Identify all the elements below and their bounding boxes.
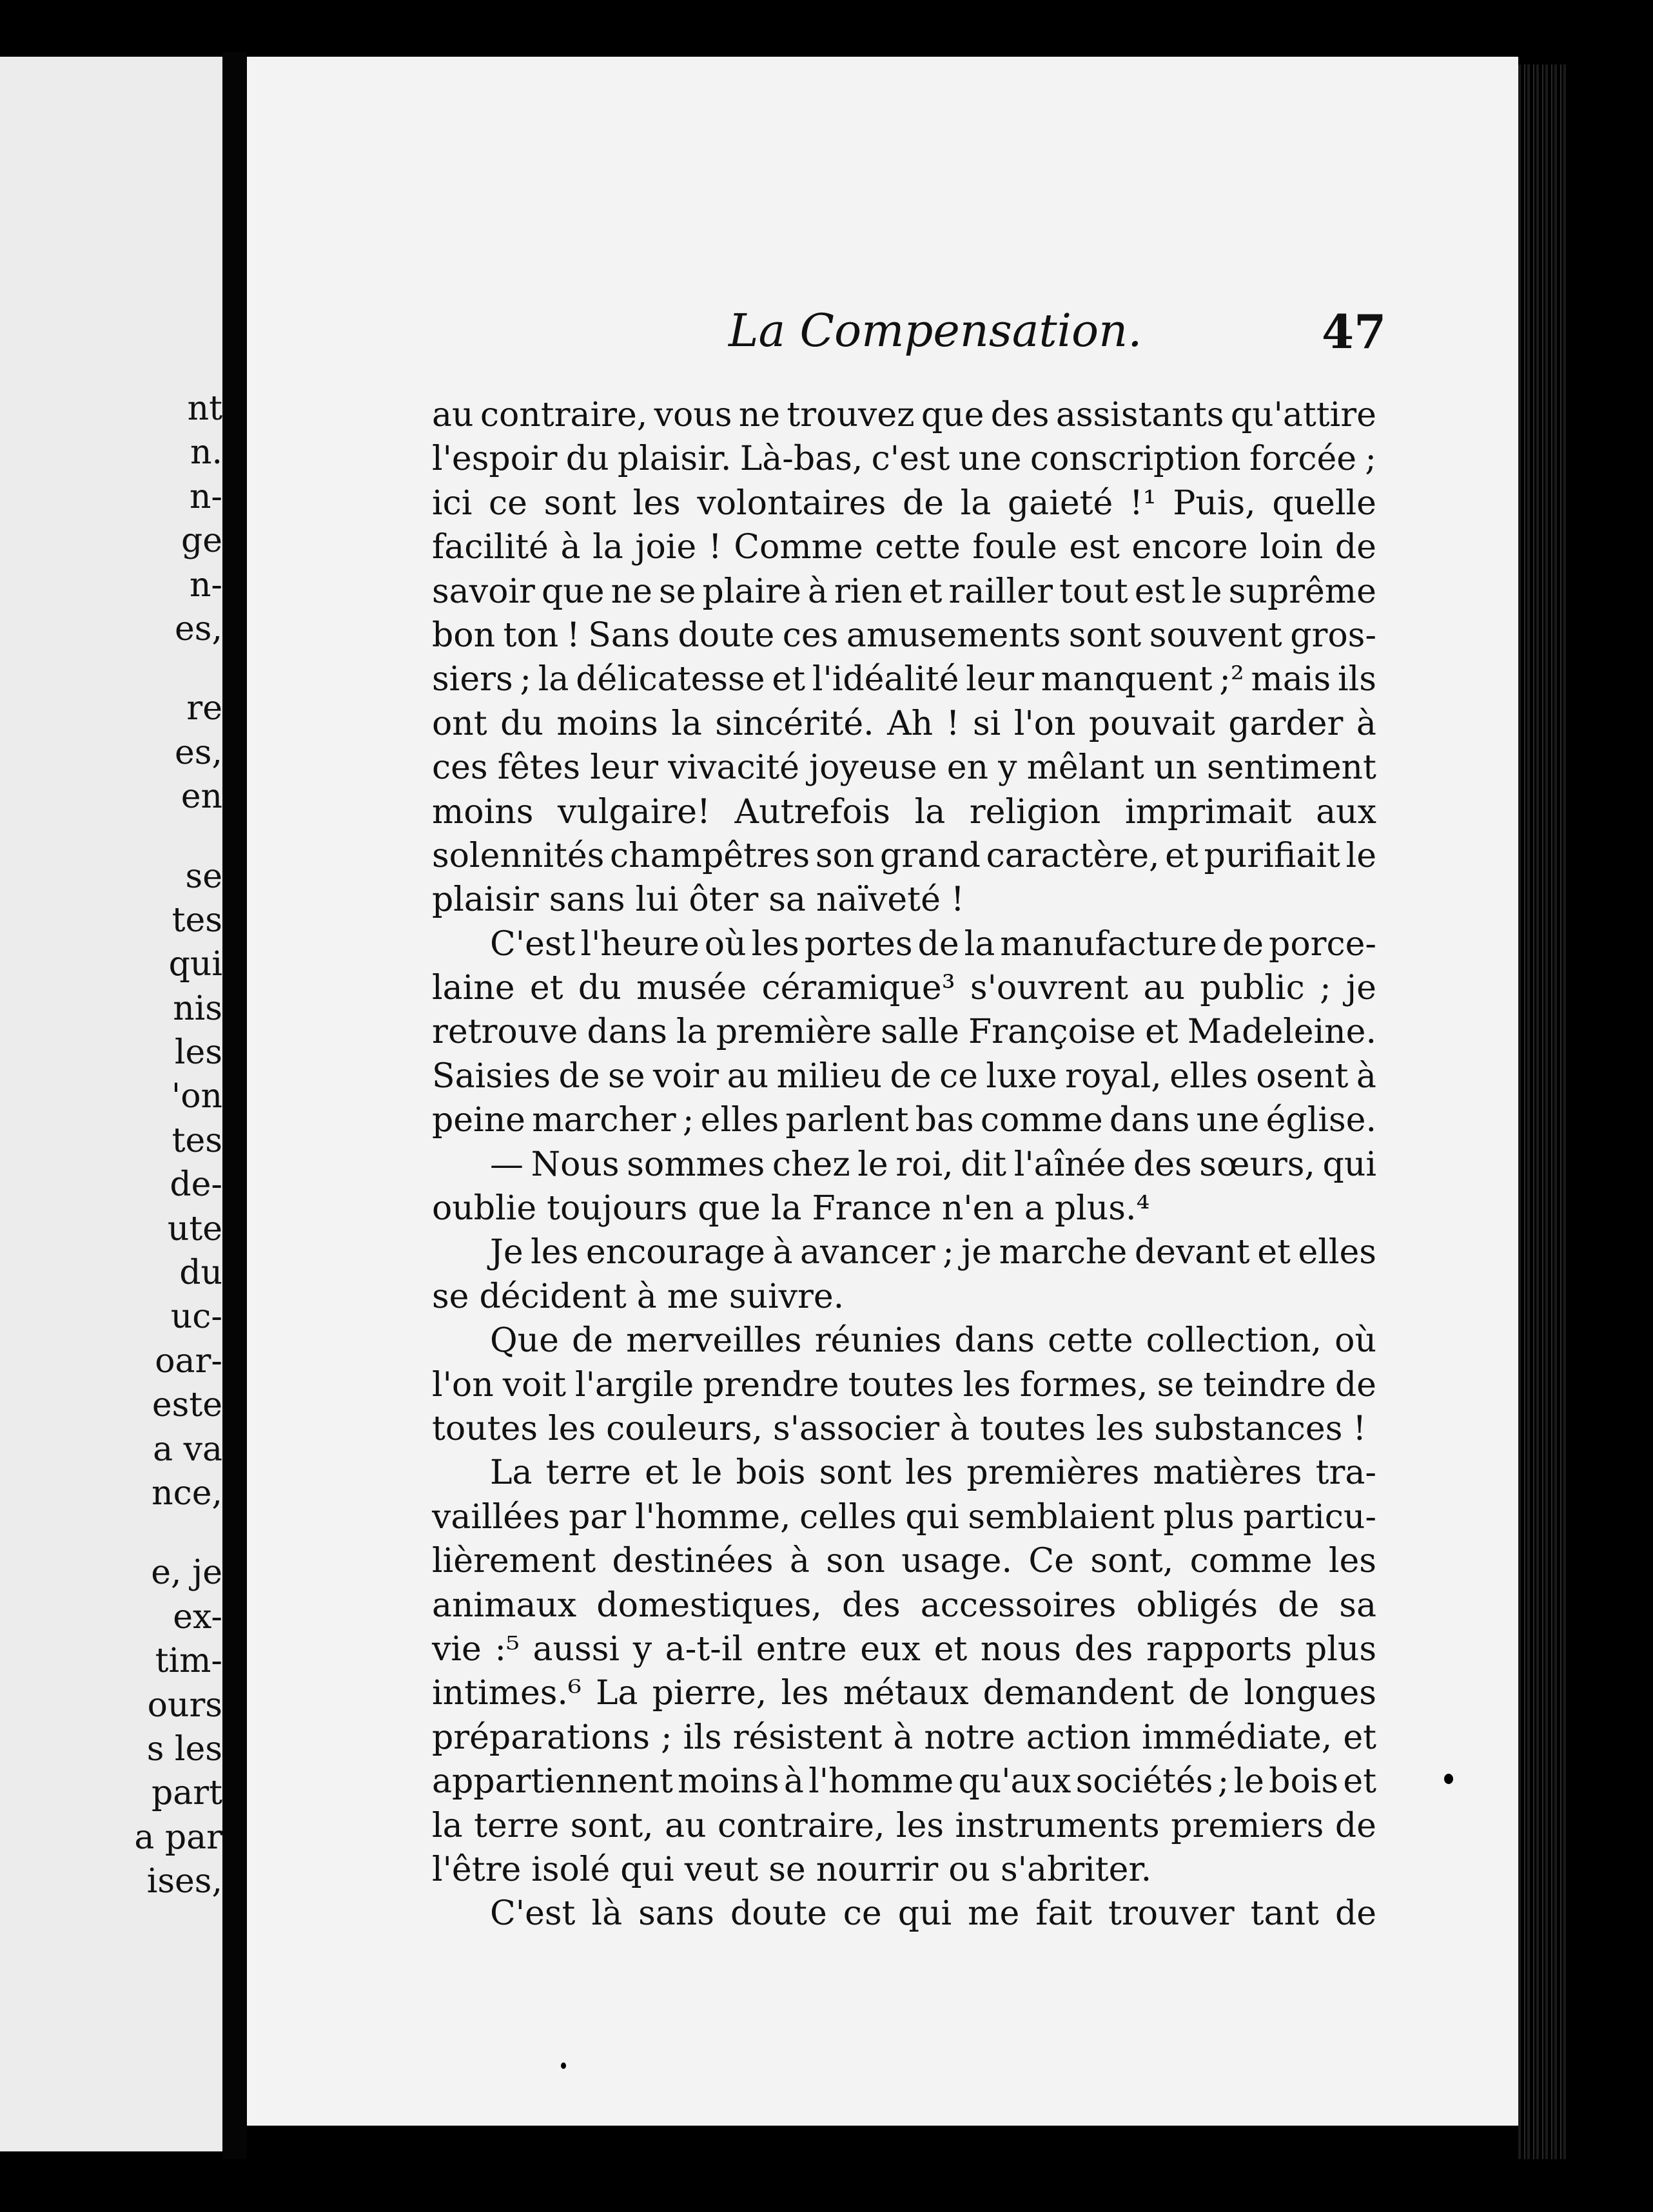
left-page-line: part xyxy=(151,1774,222,1813)
text-line: intimes.⁶ La pierre, les métaux demandent de longues xyxy=(432,1674,1376,1713)
left-page-line: du xyxy=(179,1254,222,1293)
left-page-line: qui xyxy=(168,945,222,984)
text-line: bon ton ! Sans doute ces amusements sont souvent gros- xyxy=(432,616,1376,655)
text-line: au contraire, vous ne trouvez que des assistants qu'attire xyxy=(432,396,1376,434)
left-page-line: ge xyxy=(181,521,222,561)
left-page-line: nt xyxy=(187,389,222,428)
text-line: savoir que ne se plaire à rien et railler tout est le suprême xyxy=(432,572,1376,611)
left-page-line xyxy=(0,651,222,686)
left-page-line: ours xyxy=(147,1685,222,1725)
text-line: l'on voit l'argile prendre toutes les formes, se teindre de xyxy=(432,1365,1376,1404)
left-page-line: a par xyxy=(134,1818,222,1857)
text-line: lièrement destinées à son usage. Ce sont, comme les xyxy=(432,1542,1376,1581)
left-page-line: oar- xyxy=(155,1341,222,1381)
body-text xyxy=(432,393,1376,1936)
left-page-line: en xyxy=(181,777,222,817)
text-line: retrouve dans la première salle Françoise et Madeleine. xyxy=(432,1013,1376,1052)
left-page-line xyxy=(0,1515,222,1551)
text-line: moins vulgaire! Autrefois la religion imprimait aux xyxy=(432,792,1376,831)
left-page-line: se xyxy=(185,857,222,896)
text-line: solennités champêtres son grand caractère, et purifiait le xyxy=(432,836,1376,875)
text-line: l'être isolé qui veut se nourrir ou s'abriter. xyxy=(432,1850,1152,1889)
left-page-line: tim- xyxy=(155,1642,222,1681)
left-page-line: ises, xyxy=(146,1862,222,1901)
text-line: Que de merveilles réunies dans cette collection, où xyxy=(490,1321,1376,1361)
text-line: Saisies de se voir au milieu de ce luxe royal, elles osent à xyxy=(432,1056,1376,1096)
left-page-line: nis xyxy=(173,989,222,1028)
left-page-line: e, je xyxy=(151,1553,222,1593)
page-edges xyxy=(1518,64,1569,2159)
left-page-text xyxy=(0,387,222,1904)
left-page-line: este xyxy=(152,1386,222,1425)
left-page-line: tes xyxy=(171,1121,222,1160)
text-line: animaux domestiques, des accessoires obligés de sa xyxy=(432,1586,1376,1625)
ink-speck xyxy=(1444,1774,1453,1784)
left-page-line: a va xyxy=(153,1430,222,1469)
text-line: La terre et le bois sont les premières matières tra- xyxy=(490,1453,1376,1493)
text-line: toutes les couleurs, s'associer à toutes les substances ! xyxy=(432,1409,1367,1448)
text-line: ici ce sont les volontaires de la gaieté !¹ Puis, quelle xyxy=(432,483,1376,523)
text-line: ces fêtes leur vivacité joyeuse en y mêlant un sentiment xyxy=(432,748,1376,788)
text-line: ont du moins la sincérité. Ah ! si l'on pouvait garder à xyxy=(432,704,1376,743)
left-page-line: nce, xyxy=(152,1473,222,1513)
text-line: la terre sont, au contraire, les instruments premiers de xyxy=(432,1806,1376,1845)
left-page-line: es, xyxy=(175,609,222,648)
left-page-line: ute xyxy=(167,1209,222,1248)
left-page-line: s les xyxy=(146,1729,222,1769)
text-line: peine marcher ; elles parlent bas comme dans une église. xyxy=(432,1101,1376,1140)
left-page-line: ex- xyxy=(173,1597,222,1636)
text-line: facilité à la joie ! Comme cette foule est encore loin de xyxy=(432,528,1376,567)
text-line: Je les encourage à avancer ; je marche devant et elles xyxy=(490,1233,1376,1272)
text-line: laine et du musée céramique³ s'ouvrent au public ; je xyxy=(432,969,1376,1008)
text-line: oublie toujours que la France n'en a plus.⁴ xyxy=(432,1189,1150,1228)
left-page-line: n. xyxy=(190,433,222,472)
text-line: siers ; la délicatesse et l'idéalité leur manquent ;² mais ils xyxy=(432,660,1376,699)
text-line: C'est l'heure où les portes de la manufacture de porce- xyxy=(490,924,1376,964)
left-page-line xyxy=(0,819,222,855)
page-number: 47 xyxy=(1322,304,1387,359)
left-page xyxy=(0,57,222,2151)
text-line: plaisir sans lui ôter sa naïveté ! xyxy=(432,880,964,920)
left-page-line: de- xyxy=(170,1165,222,1205)
left-page-line: re xyxy=(186,689,222,728)
text-line: vie :⁵ aussi y a-t-il entre eux et nous des rapports plus xyxy=(432,1629,1376,1669)
text-line: vaillées par l'homme, celles qui semblaient plus particu- xyxy=(432,1497,1376,1537)
text-line: appartiennent moins à l'homme qu'aux sociétés ; le bois et xyxy=(432,1762,1376,1801)
ink-speck xyxy=(561,2062,566,2069)
left-page-line: n- xyxy=(189,477,222,516)
running-head: La Compensation. xyxy=(729,304,1142,357)
book-gutter xyxy=(222,52,247,2159)
left-page-line: les xyxy=(174,1033,222,1072)
left-page-line: 'on xyxy=(171,1077,222,1116)
text-line: C'est là sans doute ce qui me fait trouver tant de xyxy=(490,1894,1376,1934)
text-line: se décident à me suivre. xyxy=(432,1277,845,1316)
left-page-line: tes xyxy=(171,900,222,940)
left-page-line: es, xyxy=(175,733,222,772)
text-line: préparations ; ils résistent à notre action immédiate, et xyxy=(432,1718,1376,1757)
left-page-line: uc- xyxy=(170,1297,222,1337)
left-page-line: n- xyxy=(189,565,222,605)
text-line: l'espoir du plaisir. Là-bas, c'est une conscription forcée ; xyxy=(432,440,1376,479)
text-line: — Nous sommes chez le roi, dit l'aînée des sœurs, qui xyxy=(490,1145,1376,1184)
